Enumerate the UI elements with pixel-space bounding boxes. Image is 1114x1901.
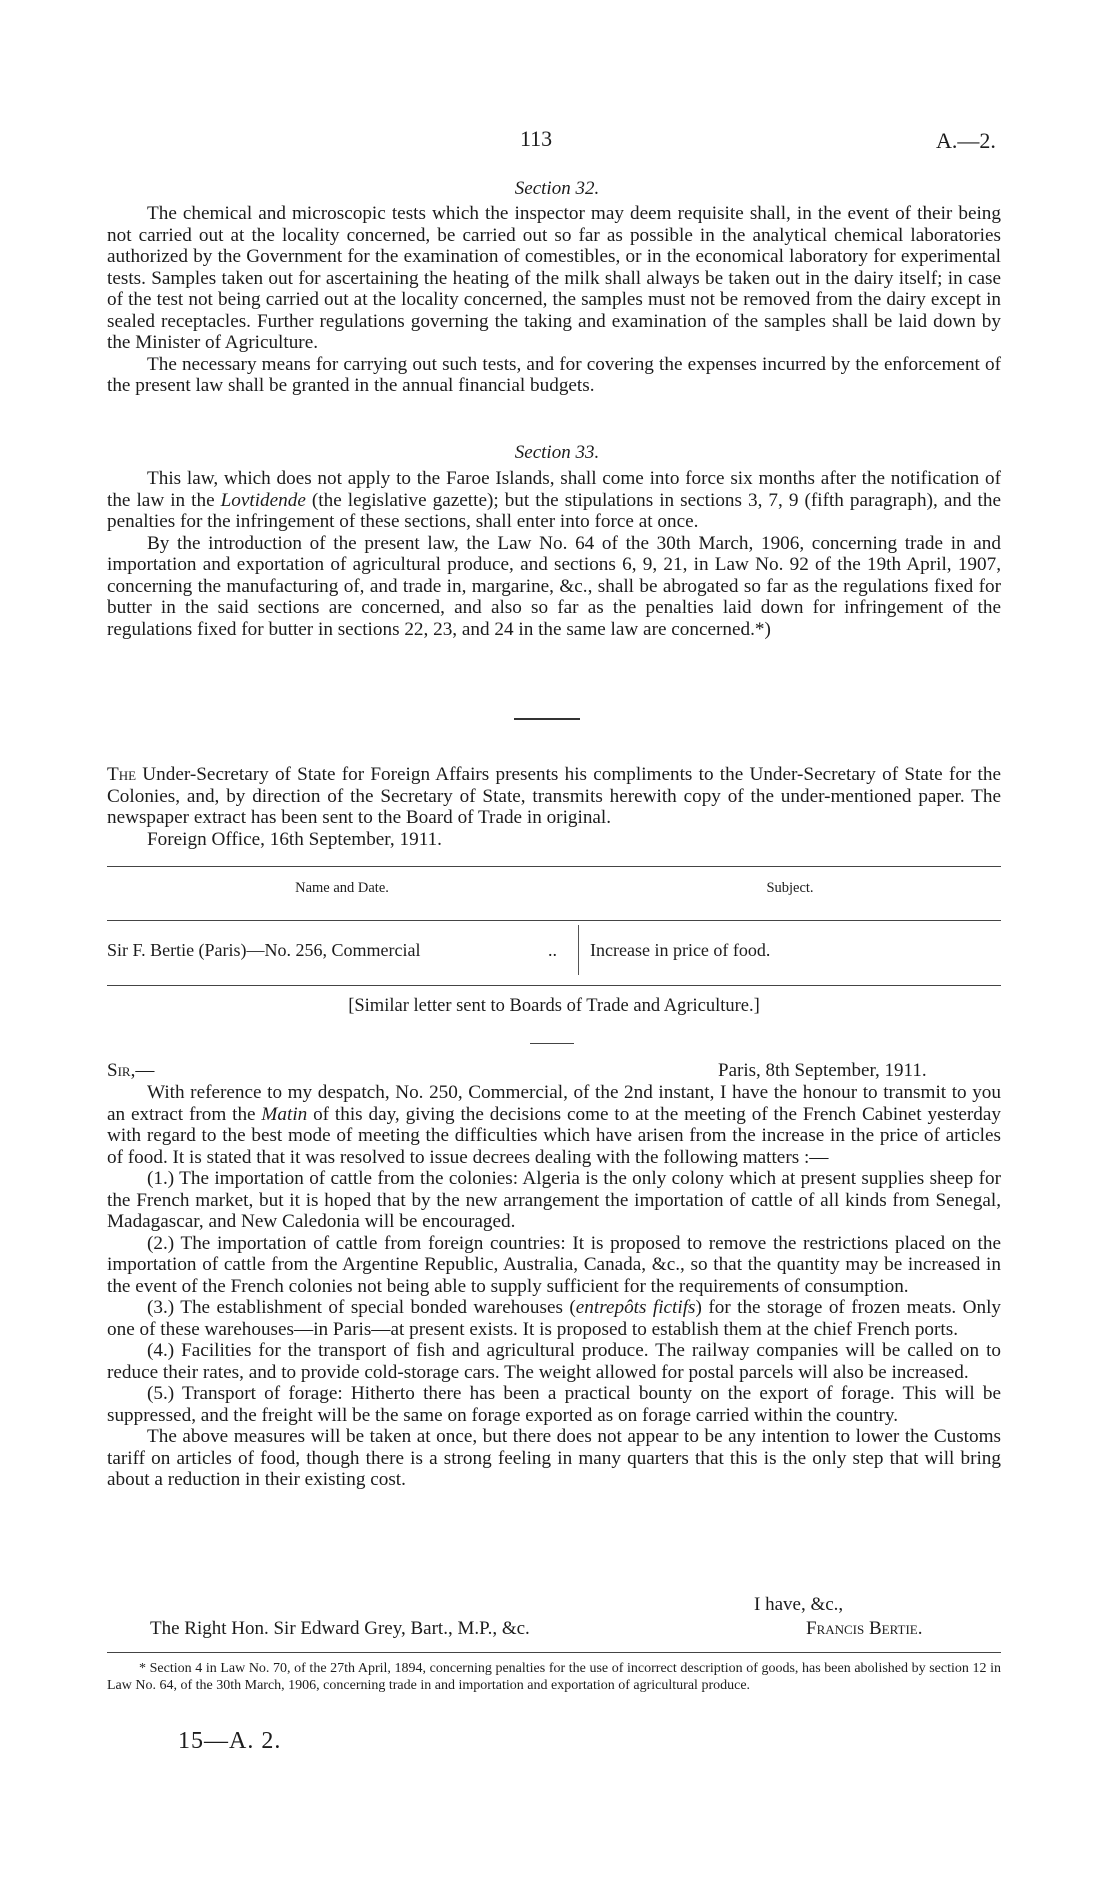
covering-note-dateline: Foreign Office, 16th September, 1911. — [147, 828, 442, 850]
section-32-heading: Section 32. — [514, 178, 600, 199]
document-reference: A.—2. — [936, 128, 996, 153]
letter-addressee: The Right Hon. Sir Edward Grey, Bart., M.P., &c. — [150, 1618, 530, 1639]
warehouse-term: entrepôts fictifs — [575, 1297, 696, 1318]
section-33-p1-text-b: (the legislative gazette); but the stipulations in sections 3, 7, 9 (fifth paragraph), and the penalties for the infringement of these sections, shall enter into force at once. — [107, 489, 1001, 532]
letter-item-3 — [107, 1297, 1001, 1340]
letter-intro-b: of this day, giving the decisions come to at the meeting of the French Cabinet yesterday with regard to the best mode of meeting the difficulties which have arisen from the increase in the price of articles of food. It is stated that it was resolved to issue decrees dealing with the following matters :— — [107, 1103, 1001, 1168]
footnote: * Section 4 in Law No. 70, of the 27th April, 1894, concerning penalties for the use of incorrect description of goods, has been abolished by section 12 in Law No. 64, of the 30th March, 1906, concerning trade in and importation and exportation of agricultural produce. — [107, 1661, 1001, 1693]
table-header-name: Name and Date. — [295, 880, 389, 896]
covering-note-lead: The — [107, 764, 137, 785]
page-number: 113 — [520, 126, 553, 151]
letter-item-3-a: (3.) The establishment of special bonded warehouses ( — [147, 1297, 576, 1318]
letter-item-5: (5.) Transport of forage: Hitherto there has been a practical bounty on the export of forage. This will be suppressed, and the freight will be the same on forage exported as on forage carried within the country. — [107, 1383, 1001, 1426]
section-33-heading: Section 33. — [514, 442, 600, 463]
letter-closing-paragraph: The above measures will be taken at once, but there does not appear to be any intention to lower the Customs tariff on articles of food, though there is a strong feeling in many quarters that this is the only step that will bring about a reduction in their existing cost. — [107, 1426, 1001, 1490]
similar-letter-note: [Similar letter sent to Boards of Trade and Agriculture.] — [348, 996, 760, 1016]
newspaper-name: Matin — [261, 1103, 308, 1125]
table-column-divider — [578, 925, 579, 975]
letter-salutation: Sir,— — [107, 1060, 155, 1081]
footnote-rule — [107, 1652, 1001, 1653]
table-top-rule — [107, 866, 1001, 867]
letter-place-date: Paris, 8th September, 1911. — [718, 1060, 927, 1081]
table-row-name: Sir F. Bertie (Paris)—No. 256, Commercial — [107, 940, 421, 960]
printer-signature-mark: 15—A. 2. — [178, 1728, 282, 1754]
section-33-paragraph-2: By the introduction of the present law, the Law No. 64 of the 30th March, 1906, concerning trade in and importation and exportation of agricultural produce, and sections 6, 9, 21, in Law No. 92 of the 19th April, 1907, concerning the manufacturing of, and trade in, margarine, &c., shall be abrogated so far as the regulations fixed for butter in the said sections are concerned, and also so far as the penalties laid down for infringement of the regulations fixed for butter in sections 22, 23, and 24 in the same law are concerned.*) — [107, 532, 1001, 640]
letter-intro-a: With reference to my despatch, No. 250, Commercial, of the 2nd instant, I have the honour to transmit to you an extract from the — [107, 1082, 1001, 1125]
section-32-body — [107, 203, 1001, 397]
section-32-paragraph-2: The necessary means for carrying out such tests, and for covering the expenses incurred by the enforcement of the present law shall be granted in the annual financial budgets. — [107, 353, 1001, 396]
letter-item-2: (2.) The importation of cattle from foreign countries: It is proposed to remove the restrictions placed on the importation of cattle from the Argentine Republic, Australia, Canada, &c., so that the quantity may be increased in the event of the French colonies not being able to supply sufficient for the requirements of consumption. — [107, 1232, 1001, 1297]
letter-intro-paragraph — [107, 1082, 1001, 1168]
letter-divider — [530, 1043, 574, 1044]
section-divider — [514, 718, 580, 720]
table-header-rule — [107, 920, 1001, 921]
section-32-paragraph-1: The chemical and microscopic tests which the inspector may deem requisite shall, in the event of their being not carried out at the locality concerned, be carried out so far as possible in the analytical chemical laboratories authorized by the Government for the examination of comestibles, or in the economical laboratory for experimental tests. Samples taken out for ascertaining the heating of the milk shall always be taken out in the dairy itself; in case of the test not being carried out at the locality concerned, the samples must not be removed from the dairy except in sealed receptacles. Further regulations governing the taking and examination of the samples shall be laid down by the Minister of Agriculture. — [107, 203, 1001, 353]
table-header-subject: Subject. — [766, 880, 814, 896]
covering-note — [107, 764, 1001, 850]
table-row-leader: .. — [548, 940, 557, 960]
letter-item-4: (4.) Facilities for the transport of fish and agricultural produce. The railway companies will be called on to reduce their rates, and to provide cold-storage cars. The weight allowed for postal parcels will also be increased. — [107, 1340, 1001, 1383]
letter-signature: Francis Bertie. — [806, 1618, 923, 1639]
letter-item-1: (1.) The importation of cattle from the colonies: Algeria is the only colony which at present supplies sheep for the French market, but it is hoped that by the new arrangement the importation of cattle of all kinds from Senegal, Madagascar, and New Caledonia will be encouraged. — [107, 1168, 1001, 1232]
covering-note-paragraph — [107, 764, 1001, 829]
letter-body — [107, 1082, 1001, 1491]
gazette-name: Lovtidende — [220, 489, 306, 511]
letter-valediction: I have, &c., — [754, 1594, 844, 1615]
letter-item-3-b: ) for the storage of frozen meats. Only one of these warehouses—in Paris—at present exists. It is proposed to establish them at the chief French ports. — [107, 1297, 1001, 1340]
table-bottom-rule — [107, 985, 1001, 986]
section-33-paragraph-1 — [107, 468, 1001, 533]
section-33-p1-text-a: This law, which does not apply to the Faroe Islands, shall come into force six months after the notification of the law in the — [107, 468, 1001, 511]
section-33-body — [107, 468, 1001, 640]
covering-note-text: Under-Secretary of State for Foreign Affairs presents his compliments to the Under-Secretary of State for the Colonies, and, by direction of the Secretary of State, transmits herewith copy of the under-mentioned paper. The newspaper extract has been sent to the Board of Trade in original. — [107, 764, 1001, 828]
table-row-subject: Increase in price of food. — [590, 940, 771, 960]
